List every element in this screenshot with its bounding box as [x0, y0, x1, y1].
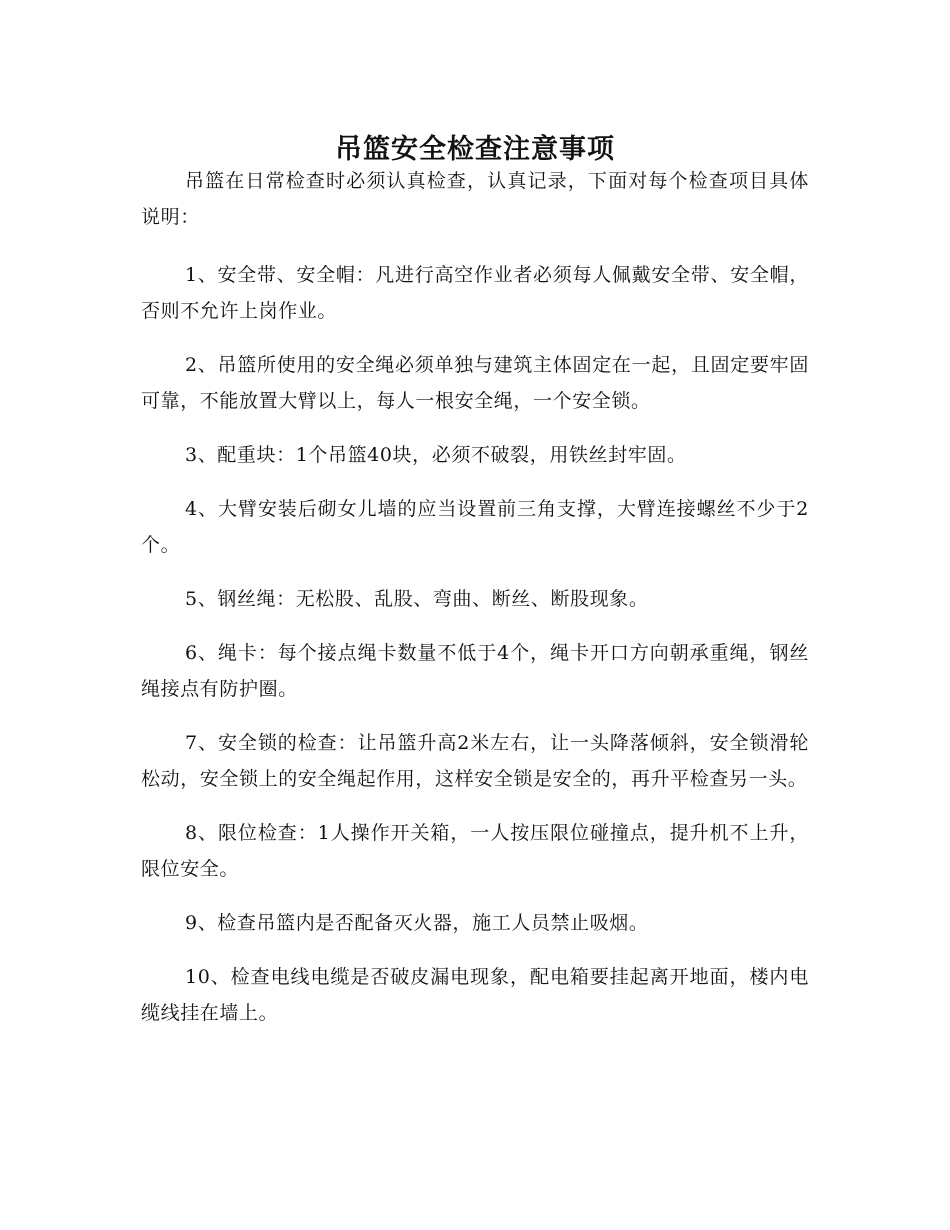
item-paragraph-7: 7、安全锁的检查：让吊篮升高2米左右，让一头降落倾斜，安全锁滑轮松动，安全锁上的安全绳起作用，这样安全锁是安全的，再升平检查另一头。 — [141, 732, 809, 790]
item-paragraph-9: 9、检查吊篮内是否配备灭火器，施工人员禁止吸烟。 — [185, 912, 649, 934]
item-paragraph-3: 3、配重块：1个吊篮40块，必须不破裂，用铁丝封牢固。 — [185, 444, 687, 466]
document-body — [141, 163, 809, 1049]
item-paragraph-5: 5、钢丝绳：无松股、乱股、弯曲、断丝、断股现象。 — [185, 588, 649, 610]
item-paragraph-1: 1、安全带、安全帽：凡进行高空作业者必须每人佩戴安全带、安全帽，否则不允许上岗作业。 — [141, 264, 809, 322]
item-paragraph-10: 10、检查电线电缆是否破皮漏电现象，配电箱要挂起离开地面，楼内电缆线挂在墙上。 — [141, 966, 809, 1024]
page-title: 吊篮安全检查注意事项 — [335, 134, 615, 166]
intro-paragraph: 吊篮在日常检查时必须认真检查，认真记录，下面对每个检查项目具体说明： — [141, 170, 809, 228]
item-paragraph-4: 4、大臂安装后砌女儿墙的应当设置前三角支撑，大臂连接螺丝不少于2个。 — [141, 498, 809, 556]
item-paragraph-2: 2、吊篮所使用的安全绳必须单独与建筑主体固定在一起，且固定要牢固可靠，不能放置大臂以上，每人一根安全绳，一个安全锁。 — [141, 354, 809, 412]
item-paragraph-8: 8、限位检查：1人操作开关箱，一人按压限位碰撞点，提升机不上升，限位安全。 — [141, 822, 809, 880]
item-paragraph-6: 6、绳卡：每个接点绳卡数量不低于4个，绳卡开口方向朝承重绳，钢丝绳接点有防护圈。 — [141, 642, 809, 700]
